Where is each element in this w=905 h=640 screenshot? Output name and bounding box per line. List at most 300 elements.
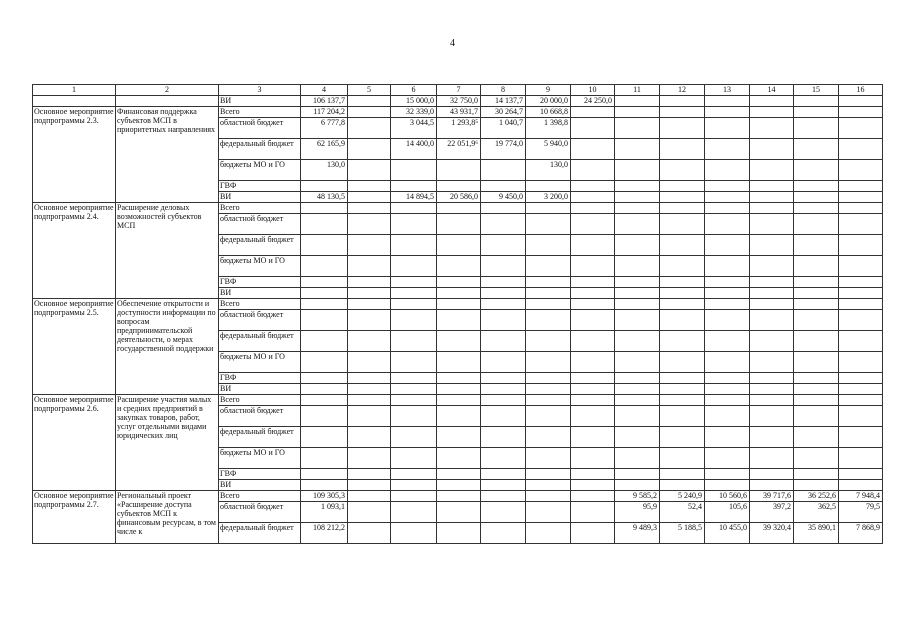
value-cell (481, 203, 526, 214)
value-cell (615, 181, 660, 192)
value-cell (526, 331, 571, 352)
value-cell (391, 256, 437, 277)
value-cell (481, 395, 526, 406)
value-cell: 362,5 (794, 502, 839, 523)
value-cell: 32 750,0 (437, 96, 481, 107)
value-cell (705, 235, 750, 256)
value-cell (526, 256, 571, 277)
value-cell: 130,0 (526, 160, 571, 181)
value-cell (705, 395, 750, 406)
value-cell (750, 277, 794, 288)
value-cell (481, 480, 526, 491)
value-cell (348, 331, 391, 352)
value-cell (348, 406, 391, 427)
source-cell: Всего (219, 107, 301, 118)
value-cell (839, 373, 883, 384)
value-cell: 32 339,0 (391, 107, 437, 118)
value-cell (839, 427, 883, 448)
value-cell: 20 000,0 (526, 96, 571, 107)
value-cell (660, 160, 705, 181)
value-cell (794, 406, 839, 427)
value-cell (481, 160, 526, 181)
value-cell (437, 299, 481, 310)
source-cell: областной бюджет (219, 502, 301, 523)
value-cell (391, 214, 437, 235)
value-cell (615, 214, 660, 235)
source-cell: ВИ (219, 480, 301, 491)
value-cell: 117 204,2 (301, 107, 348, 118)
value-cell (615, 469, 660, 480)
value-cell (750, 395, 794, 406)
page-number: 4 (450, 38, 455, 49)
value-cell (348, 256, 391, 277)
value-cell (839, 310, 883, 331)
value-cell (301, 214, 348, 235)
value-cell (391, 235, 437, 256)
value-cell (615, 139, 660, 160)
column-header: 5 (348, 85, 391, 96)
value-cell (839, 181, 883, 192)
value-cell (348, 139, 391, 160)
value-cell (705, 469, 750, 480)
value-cell (615, 118, 660, 139)
value-cell (348, 448, 391, 469)
value-cell (794, 192, 839, 203)
value-cell: 3 200,0 (526, 192, 571, 203)
value-cell (301, 384, 348, 395)
value-cell (571, 160, 615, 181)
value-cell (348, 352, 391, 373)
value-cell (750, 310, 794, 331)
value-cell (794, 299, 839, 310)
value-cell (705, 352, 750, 373)
value-cell (348, 469, 391, 480)
value-cell (660, 277, 705, 288)
source-cell: бюджеты МО и ГО (219, 448, 301, 469)
column-header: 4 (301, 85, 348, 96)
value-cell: 35 890,1 (794, 523, 839, 544)
value-cell (481, 491, 526, 502)
value-cell (437, 427, 481, 448)
value-cell (526, 502, 571, 523)
measure-cell: Основное мероприятие подпрограммы 2.4. (33, 203, 116, 299)
value-cell (660, 310, 705, 331)
value-cell (526, 480, 571, 491)
value-cell (615, 277, 660, 288)
value-cell: 14 400,0 (391, 139, 437, 160)
value-cell (660, 256, 705, 277)
value-cell (571, 384, 615, 395)
value-cell (705, 288, 750, 299)
value-cell (301, 299, 348, 310)
value-cell (526, 427, 571, 448)
value-cell: 5 240,9 (660, 491, 705, 502)
source-cell: ВИ (219, 192, 301, 203)
value-cell (705, 96, 750, 107)
value-cell (705, 160, 750, 181)
value-cell: 7 868,9 (839, 523, 883, 544)
value-cell (526, 448, 571, 469)
value-cell (615, 203, 660, 214)
value-cell (750, 214, 794, 235)
value-cell (437, 235, 481, 256)
value-cell (526, 203, 571, 214)
value-cell (839, 256, 883, 277)
value-cell (794, 277, 839, 288)
value-cell (750, 203, 794, 214)
value-cell (481, 502, 526, 523)
value-cell (526, 235, 571, 256)
value-cell (615, 406, 660, 427)
value-cell (348, 203, 391, 214)
value-cell (301, 256, 348, 277)
value-cell (839, 235, 883, 256)
value-cell (794, 214, 839, 235)
value-cell (391, 406, 437, 427)
value-cell (839, 160, 883, 181)
value-cell (750, 469, 794, 480)
value-cell (571, 448, 615, 469)
table-row (33, 491, 883, 502)
value-cell (571, 118, 615, 139)
value-cell (571, 235, 615, 256)
header-row (33, 85, 883, 96)
value-cell (481, 288, 526, 299)
value-cell (750, 427, 794, 448)
value-cell (660, 235, 705, 256)
value-cell (794, 352, 839, 373)
measure-cell: Основное мероприятие подпрограммы 2.6. (33, 395, 116, 491)
value-cell (571, 491, 615, 502)
value-cell (794, 331, 839, 352)
source-cell: ВИ (219, 384, 301, 395)
source-cell: федеральный бюджет (219, 139, 301, 160)
value-cell (660, 352, 705, 373)
value-cell (660, 384, 705, 395)
value-cell (660, 96, 705, 107)
value-cell (571, 214, 615, 235)
description-cell: Региональный проект «Расширение доступа субъектов МСП к финансовым ресурсам, в том числе к (116, 491, 219, 544)
value-cell (348, 384, 391, 395)
value-cell (660, 203, 705, 214)
value-cell: 5 940,0 (526, 139, 571, 160)
value-cell (750, 384, 794, 395)
measure-cell: Основное мероприятие подпрограммы 2.5. (33, 299, 116, 395)
value-cell (794, 395, 839, 406)
value-cell: 79,5 (839, 502, 883, 523)
value-cell (615, 235, 660, 256)
value-cell (301, 406, 348, 427)
value-cell (348, 373, 391, 384)
value-cell (301, 373, 348, 384)
column-header: 10 (571, 85, 615, 96)
source-cell: ГВФ (219, 277, 301, 288)
value-cell: 39 717,6 (750, 491, 794, 502)
value-cell (750, 192, 794, 203)
value-cell (348, 427, 391, 448)
measure-cell: Основное мероприятие подпрограммы 2.7. (33, 491, 116, 544)
value-cell (481, 448, 526, 469)
value-cell (391, 480, 437, 491)
value-cell (839, 469, 883, 480)
value-cell: 105,6 (705, 502, 750, 523)
value-cell (437, 448, 481, 469)
value-cell (391, 448, 437, 469)
value-cell (794, 288, 839, 299)
value-cell (526, 277, 571, 288)
value-cell (437, 352, 481, 373)
value-cell (705, 214, 750, 235)
value-cell (526, 310, 571, 331)
value-cell (571, 427, 615, 448)
value-cell (437, 256, 481, 277)
column-header: 6 (391, 85, 437, 96)
value-cell (571, 523, 615, 544)
value-cell (705, 310, 750, 331)
value-cell (839, 118, 883, 139)
value-cell (794, 448, 839, 469)
value-cell (660, 480, 705, 491)
value-cell (391, 427, 437, 448)
value-cell (750, 299, 794, 310)
value-cell: 7 948,4 (839, 491, 883, 502)
value-cell (301, 310, 348, 331)
source-cell: областной бюджет (219, 406, 301, 427)
table-row (33, 299, 883, 310)
value-cell: 14 894,5 (391, 192, 437, 203)
value-cell (571, 139, 615, 160)
value-cell (705, 107, 750, 118)
value-cell (660, 288, 705, 299)
value-cell (839, 331, 883, 352)
column-header: 11 (615, 85, 660, 96)
value-cell (705, 331, 750, 352)
value-cell (794, 373, 839, 384)
value-cell (660, 469, 705, 480)
value-cell (526, 181, 571, 192)
value-cell: 20 586,0 (437, 192, 481, 203)
value-cell (571, 480, 615, 491)
value-cell: 43 931,7 (437, 107, 481, 118)
value-cell (571, 107, 615, 118)
source-cell: ГВФ (219, 469, 301, 480)
value-cell (705, 448, 750, 469)
value-cell: 36 252,6 (794, 491, 839, 502)
source-cell: бюджеты МО и ГО (219, 352, 301, 373)
value-cell (660, 331, 705, 352)
value-cell (571, 192, 615, 203)
value-cell (571, 310, 615, 331)
value-cell (301, 480, 348, 491)
value-cell (481, 352, 526, 373)
value-cell: 62 165,9 (301, 139, 348, 160)
value-cell: 22 051,9⁶ (437, 139, 481, 160)
value-cell (391, 203, 437, 214)
value-cell (705, 118, 750, 139)
value-cell (705, 406, 750, 427)
value-cell (437, 203, 481, 214)
value-cell (391, 373, 437, 384)
value-cell: 3 044,5 (391, 118, 437, 139)
source-cell: Всего (219, 491, 301, 502)
value-cell: 6 777,8 (301, 118, 348, 139)
value-cell (750, 96, 794, 107)
value-cell (437, 288, 481, 299)
value-cell (750, 448, 794, 469)
value-cell (391, 288, 437, 299)
source-cell: Всего (219, 203, 301, 214)
value-cell (705, 299, 750, 310)
value-cell: 39 320,4 (750, 523, 794, 544)
source-cell: ВИ (219, 288, 301, 299)
value-cell (660, 139, 705, 160)
value-cell (660, 214, 705, 235)
value-cell (348, 277, 391, 288)
source-cell: бюджеты МО и ГО (219, 160, 301, 181)
value-cell (437, 160, 481, 181)
measure-cell: Основное мероприятие подпрограммы 2.3. (33, 107, 116, 203)
column-header: 3 (219, 85, 301, 96)
value-cell: 14 137,7 (481, 96, 526, 107)
value-cell (750, 181, 794, 192)
value-cell (615, 331, 660, 352)
value-cell (391, 299, 437, 310)
value-cell (615, 352, 660, 373)
value-cell (348, 107, 391, 118)
source-cell: ВИ (219, 96, 301, 107)
value-cell (348, 235, 391, 256)
value-cell (526, 406, 571, 427)
value-cell (481, 427, 526, 448)
value-cell (615, 480, 660, 491)
value-cell (301, 448, 348, 469)
value-cell: 10 560,6 (705, 491, 750, 502)
value-cell (391, 395, 437, 406)
value-cell (705, 480, 750, 491)
value-cell (391, 331, 437, 352)
value-cell: 1 093,1 (301, 502, 348, 523)
source-cell: областной бюджет (219, 118, 301, 139)
value-cell (705, 192, 750, 203)
description-cell: Расширение участия малых и средних предприятий в закупках товаров, работ, услуг отдельными видами юридических лиц (116, 395, 219, 491)
value-cell (481, 373, 526, 384)
value-cell (705, 427, 750, 448)
value-cell (839, 448, 883, 469)
value-cell (660, 181, 705, 192)
value-cell (481, 310, 526, 331)
value-cell (660, 395, 705, 406)
value-cell (615, 107, 660, 118)
value-cell (391, 469, 437, 480)
value-cell (794, 107, 839, 118)
value-cell (839, 406, 883, 427)
value-cell (660, 118, 705, 139)
value-cell (615, 288, 660, 299)
value-cell (481, 469, 526, 480)
value-cell (660, 299, 705, 310)
source-cell: ГВФ (219, 181, 301, 192)
value-cell (705, 203, 750, 214)
value-cell (750, 406, 794, 427)
source-cell: областной бюджет (219, 310, 301, 331)
value-cell (437, 523, 481, 544)
value-cell (571, 277, 615, 288)
value-cell (348, 523, 391, 544)
value-cell (391, 277, 437, 288)
value-cell (481, 331, 526, 352)
table-row (33, 96, 883, 107)
value-cell: 95,9 (615, 502, 660, 523)
value-cell (794, 469, 839, 480)
column-header: 15 (794, 85, 839, 96)
value-cell (839, 139, 883, 160)
value-cell (301, 277, 348, 288)
value-cell: 9 585,2 (615, 491, 660, 502)
value-cell (437, 406, 481, 427)
value-cell (660, 192, 705, 203)
value-cell (391, 352, 437, 373)
value-cell (571, 256, 615, 277)
value-cell (437, 277, 481, 288)
value-cell (526, 491, 571, 502)
value-cell (615, 192, 660, 203)
value-cell (794, 160, 839, 181)
value-cell (526, 352, 571, 373)
value-cell (481, 384, 526, 395)
value-cell (526, 395, 571, 406)
value-cell (481, 299, 526, 310)
source-cell: областной бюджет (219, 214, 301, 235)
value-cell (571, 299, 615, 310)
value-cell (615, 310, 660, 331)
value-cell (794, 310, 839, 331)
source-cell: федеральный бюджет (219, 427, 301, 448)
value-cell (615, 160, 660, 181)
value-cell (481, 277, 526, 288)
value-cell (481, 256, 526, 277)
value-cell (526, 373, 571, 384)
table-row (33, 395, 883, 406)
column-header: 2 (116, 85, 219, 96)
value-cell (526, 214, 571, 235)
column-header: 1 (33, 85, 116, 96)
value-cell (391, 310, 437, 331)
value-cell (750, 331, 794, 352)
value-cell (348, 288, 391, 299)
value-cell: 48 130,5 (301, 192, 348, 203)
value-cell (794, 235, 839, 256)
value-cell (705, 181, 750, 192)
value-cell: 1 040,7 (481, 118, 526, 139)
value-cell (348, 502, 391, 523)
value-cell (839, 96, 883, 107)
value-cell (437, 395, 481, 406)
value-cell (437, 469, 481, 480)
value-cell (571, 288, 615, 299)
description-cell: Расширение деловых возможностей субъектов МСП (116, 203, 219, 299)
value-cell (481, 406, 526, 427)
value-cell (348, 181, 391, 192)
value-cell (615, 299, 660, 310)
value-cell (839, 107, 883, 118)
value-cell (794, 384, 839, 395)
value-cell (615, 384, 660, 395)
value-cell (705, 384, 750, 395)
value-cell (571, 352, 615, 373)
value-cell: 52,4 (660, 502, 705, 523)
value-cell (301, 203, 348, 214)
value-cell (794, 256, 839, 277)
